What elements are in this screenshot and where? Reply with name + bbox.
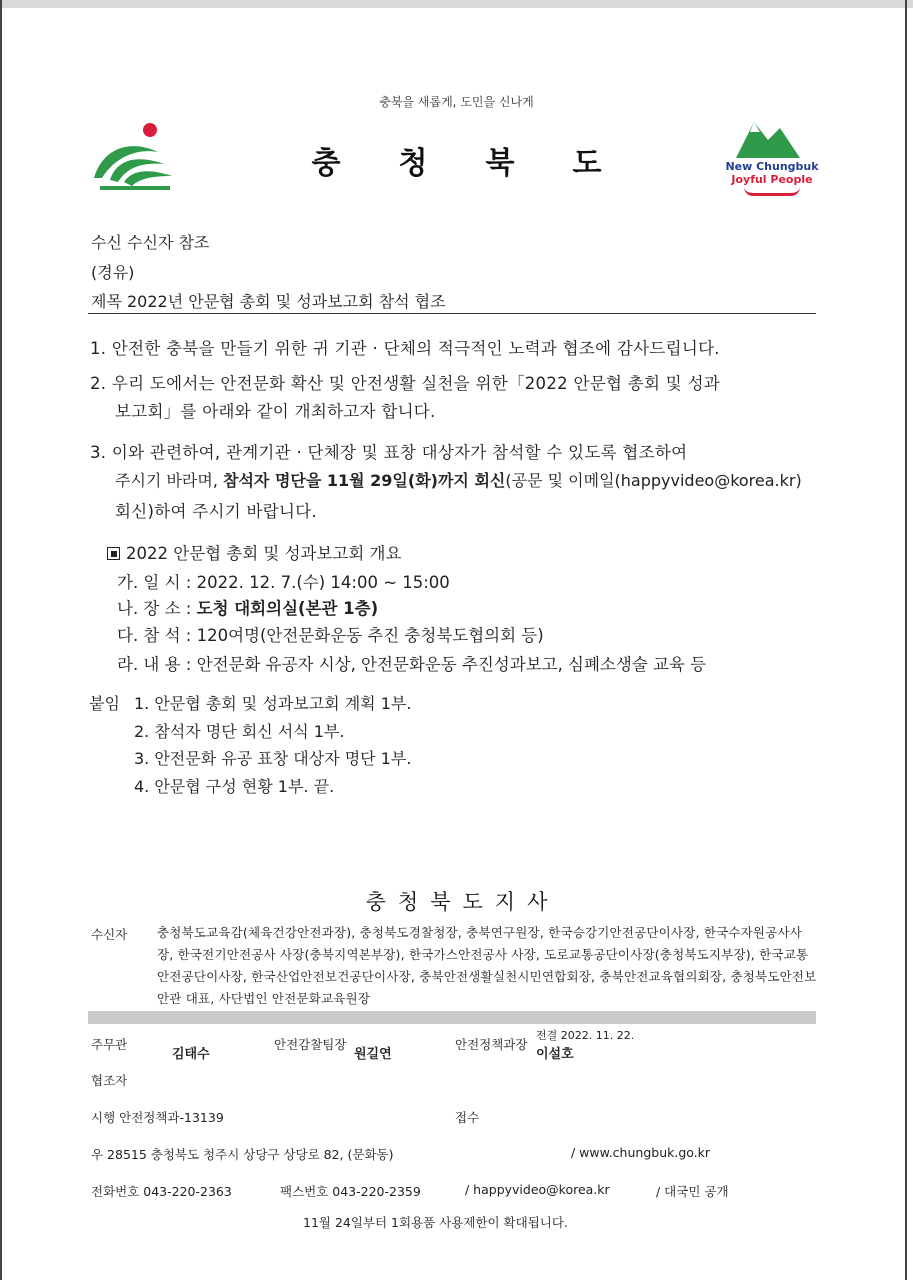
mountain-icon xyxy=(724,114,820,162)
team-label: 안전감찰팀장 xyxy=(274,1037,347,1052)
overview-title-text: 2022 안문협 총회 및 성과보고회 개요 xyxy=(126,544,402,563)
overview-value: 2022. 12. 7.(수) 14:00 ~ 15:00 xyxy=(196,573,450,592)
new-chungbuk-logo xyxy=(724,114,820,200)
paragraph-2-line2: 보고회」를 아래와 같이 개최하고자 합니다. xyxy=(115,402,436,421)
via-line: (경유) xyxy=(91,263,135,282)
approval-bar xyxy=(88,1011,816,1024)
overview-item-content: 라. 내 용 : 안전문화 유공자 시상, 안전문화운동 추진성과보고, 심폐소생술 교육 등 xyxy=(117,655,707,674)
overview-item-date: 가. 일 시 : 2022. 12. 7.(수) 14:00 ~ 15:00 xyxy=(117,573,450,592)
overview-label: 나. 장 소 xyxy=(117,599,181,618)
paragraph-3-line2 xyxy=(115,468,802,491)
cooperator-label: 협조자 xyxy=(91,1073,128,1088)
slogan: 충북을 새롭게, 도민을 신나게 xyxy=(379,95,534,109)
officer-name: 김태수 xyxy=(172,1047,210,1062)
paragraph-3-line3: 회신)하여 주시기 바랍니다. xyxy=(115,502,318,521)
overview-item-place: 나. 장 소 : 도청 대회의실(본관 1층) xyxy=(117,599,379,618)
logo-smile xyxy=(744,187,800,196)
overview-value: 안전문화 유공자 시상, 안전문화운동 추진성과보고, 심폐소생술 교육 등 xyxy=(196,655,707,674)
page-right-edge xyxy=(905,0,907,1280)
logo-text-line2: Joyful People xyxy=(731,173,813,186)
phone-number: 전화번호 043-220-2363 xyxy=(91,1184,232,1199)
org-title: 충청북도 xyxy=(311,146,660,181)
approval-note: 전결 2022. 11. 22. xyxy=(536,1029,635,1042)
logo-text-line1: New Chungbuk xyxy=(725,160,819,173)
paragraph-3-line2-pre: 주시기 바라며, xyxy=(115,471,223,490)
overview-label: 라. 내 용 xyxy=(117,655,181,674)
recipient-line: 수신 수신자 참조 xyxy=(91,233,210,252)
team-name: 원길연 xyxy=(354,1047,392,1062)
overview-label: 가. 일 시 xyxy=(117,573,181,592)
page-left-edge xyxy=(0,0,2,1280)
disclosure-status: / 대국민 공개 xyxy=(656,1184,729,1199)
sender-title: 충청북도지사 xyxy=(365,890,560,914)
notice-line: 11월 24일부터 1회용품 사용제한이 확대됩니다. xyxy=(303,1215,568,1230)
fax-number: 팩스번호 043-220-2359 xyxy=(280,1184,421,1199)
paragraph-3-line2-post: (공문 및 이메일(happyvideo@korea.kr) xyxy=(505,471,802,490)
attachments-label: 붙임 xyxy=(89,694,120,713)
paragraph-3-line1: 3. 이와 관련하여, 관계기관 · 단체장 및 표창 대상자가 참석할 수 있도록 협조하여 xyxy=(90,443,688,462)
email-link[interactable]: / happyvideo@korea.kr xyxy=(465,1182,610,1197)
division-label: 안전정책과장 xyxy=(455,1037,528,1052)
paragraph-3-deadline: 참석자 명단을 11월 29일(화)까지 회신 xyxy=(223,471,506,490)
officer-label: 주무관 xyxy=(91,1037,128,1052)
overview-value: 120여명(안전문화운동 추진 충청북도협의회 등) xyxy=(196,626,544,645)
attachment-item: 3. 안전문화 유공 표창 대상자 명단 1부. xyxy=(134,749,412,768)
overview-value: 도청 대회의실(본관 1층) xyxy=(196,599,379,618)
recipients-list: 충청북도교육감(체육건강안전과장), 충청북도경찰청장, 충북연구원장, 한국승강기안전공단이사장, 한국수자원공사사장, 한국전기안전공사 사장(충북지역본부장), 한국가스안전공사 사장, 도로교통공단이사장(충청북도지부장), 한국교통안전공단이사장, 한국산업안전보건공단이사장, 충북안전생활실천시민연합회장, 충북안전교육협의회장, 충청북도안전보안관 대표, 사단법인 안전문화교육원장 xyxy=(157,925,817,1006)
overview-item-attendees: 다. 참 석 : 120여명(안전문화운동 추진 충청북도협의회 등) xyxy=(117,626,544,645)
enforcement-number: 시행 안전정책과-13139 xyxy=(91,1110,224,1125)
attachment-item: 4. 안문협 구성 현황 1부. 끝. xyxy=(134,777,335,796)
receipt-label: 접수 xyxy=(455,1110,480,1125)
attachment-item: 1. 안문협 총회 및 성과보고회 계획 1부. xyxy=(134,694,412,713)
overview-title xyxy=(107,540,401,564)
paragraph-2-line1: 2. 우리 도에서는 안전문화 확산 및 안전생활 실천을 위한「2022 안문협 총회 및 성과 xyxy=(90,374,721,393)
filled-square-icon xyxy=(107,547,120,560)
overview-label: 다. 참 석 xyxy=(117,626,181,645)
division-name: 이설호 xyxy=(536,1047,574,1062)
recipients-label: 수신자 xyxy=(91,927,128,942)
subject-line: 제목 2022년 안문협 총회 및 성과보고회 참석 협조 xyxy=(91,292,446,311)
paragraph-1: 1. 안전한 충북을 만들기 위한 귀 기관 · 단체의 적극적인 노력과 협조에 감사드립니다. xyxy=(90,339,720,358)
subject-rule xyxy=(88,313,816,314)
attachment-item: 2. 참석자 명단 회신 서식 1부. xyxy=(134,722,345,741)
website-link[interactable]: / www.chungbuk.go.kr xyxy=(571,1145,711,1160)
page-top-edge xyxy=(0,0,913,8)
postal-address: 우 28515 충청북도 청주시 상당구 상당로 82, (문화동) xyxy=(91,1147,394,1162)
